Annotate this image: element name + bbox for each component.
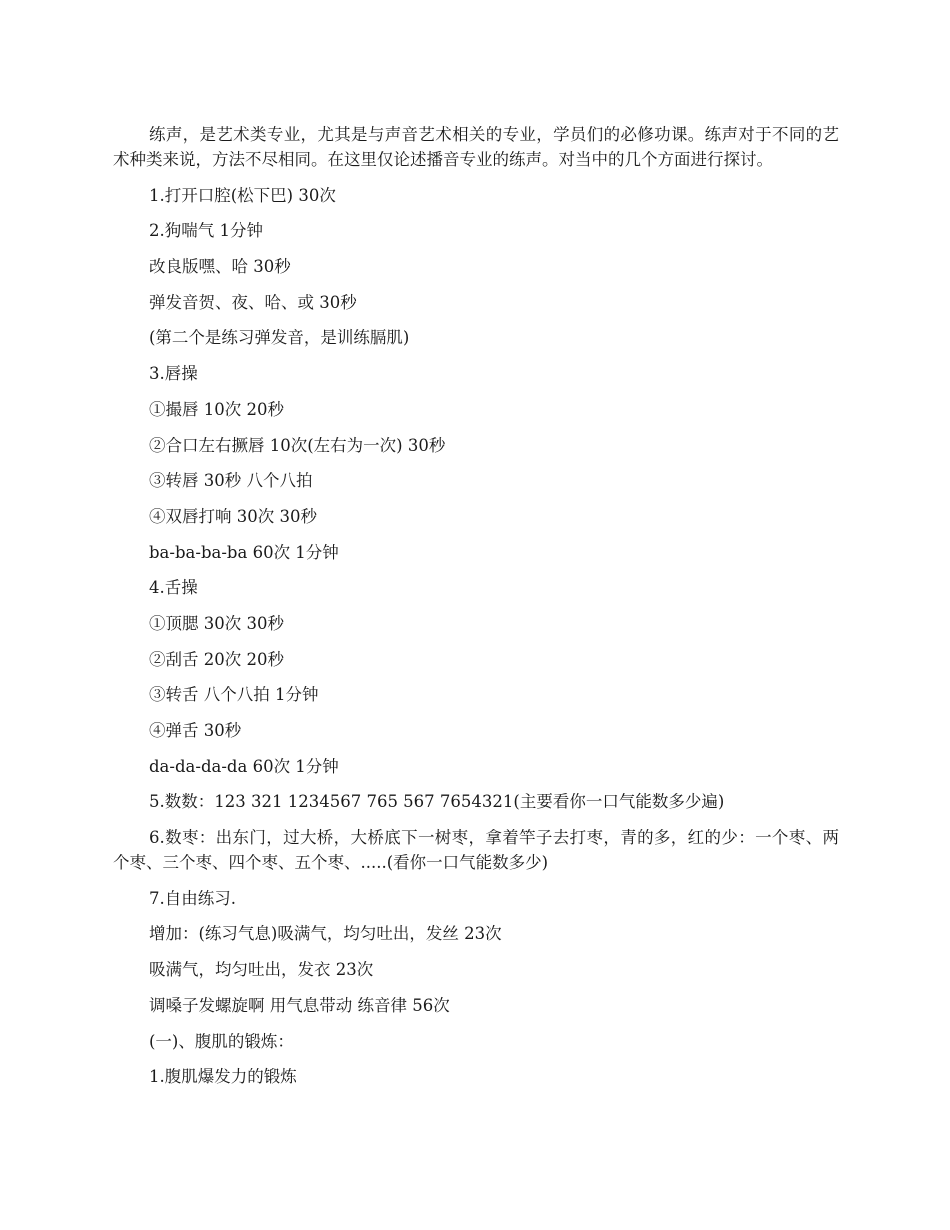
step-7-free-practice: 7.自由练习. xyxy=(149,888,236,908)
breath-practice-yi: 吸满气，均匀吐出，发衣 23次 xyxy=(149,960,374,980)
document-body xyxy=(113,122,839,1089)
step-2-plosive-sounds: 弹发音贺、夜、哈、或 30秒 xyxy=(149,292,357,312)
lip-item-3: ③转唇 30秒 八个八拍 xyxy=(149,471,313,491)
step-2-dog-panting: 2.狗喘气 1分钟 xyxy=(149,221,263,241)
lip-item-4: ④双唇打响 30次 30秒 xyxy=(149,506,317,526)
voice-spiral-a: 调嗓子发螺旋啊 用气息带动 练音律 56次 xyxy=(149,995,450,1015)
tongue-da-drill: da-da-da-da 60次 1分钟 xyxy=(149,756,339,776)
step-4-tongue-exercise: 4.舌操 xyxy=(149,578,198,598)
breath-practice-si: 增加：(练习气息)吸满气，均匀吐出，发丝 23次 xyxy=(149,924,502,944)
lip-ba-drill: ba-ba-ba-ba 60次 1分钟 xyxy=(149,542,339,562)
step-5-counting: 5.数数：123 321 1234567 765 567 7654321(主要看你一口气能数多少遍) xyxy=(149,792,725,812)
tongue-item-3: ③转舌 八个八拍 1分钟 xyxy=(149,685,319,705)
section-abdominal-heading: (一)、腹肌的锻炼： xyxy=(149,1031,294,1051)
intro-paragraph: 练声，是艺术类专业，尤其是与声音艺术相关的专业，学员们的必修功课。练声对于不同的艺术种类来说，方法不尽相同。在这里仅论述播音专业的练声。对当中的几个方面进行探讨。 xyxy=(113,125,839,169)
lip-item-1: ①撮唇 10次 20秒 xyxy=(149,399,284,419)
step-2-improved-hei-ha: 改良版嘿、哈 30秒 xyxy=(149,257,291,277)
step-1-open-mouth: 1.打开口腔(松下巴) 30次 xyxy=(149,185,336,205)
step-2-note: (第二个是练习弹发音，是训练膈肌) xyxy=(149,328,410,348)
tongue-item-1: ①顶腮 30次 30秒 xyxy=(149,613,284,633)
tongue-item-4: ④弹舌 30秒 xyxy=(149,721,242,740)
abdominal-item-1: 1.腹肌爆发力的锻炼 xyxy=(149,1067,297,1087)
lip-item-2: ②合口左右撅唇 10次(左右为一次) 30秒 xyxy=(149,435,446,455)
step-3-lip-exercise: 3.唇操 xyxy=(149,364,198,384)
step-6-counting-dates: 6.数枣：出东门，过大桥，大桥底下一树枣，拿着竿子去打枣，青的多，红的少：一个枣、两个枣、三个枣、四个枣、五个枣、.....(看你一口气能数多少) xyxy=(113,828,839,873)
tongue-item-2: ②刮舌 20次 20秒 xyxy=(149,649,284,669)
